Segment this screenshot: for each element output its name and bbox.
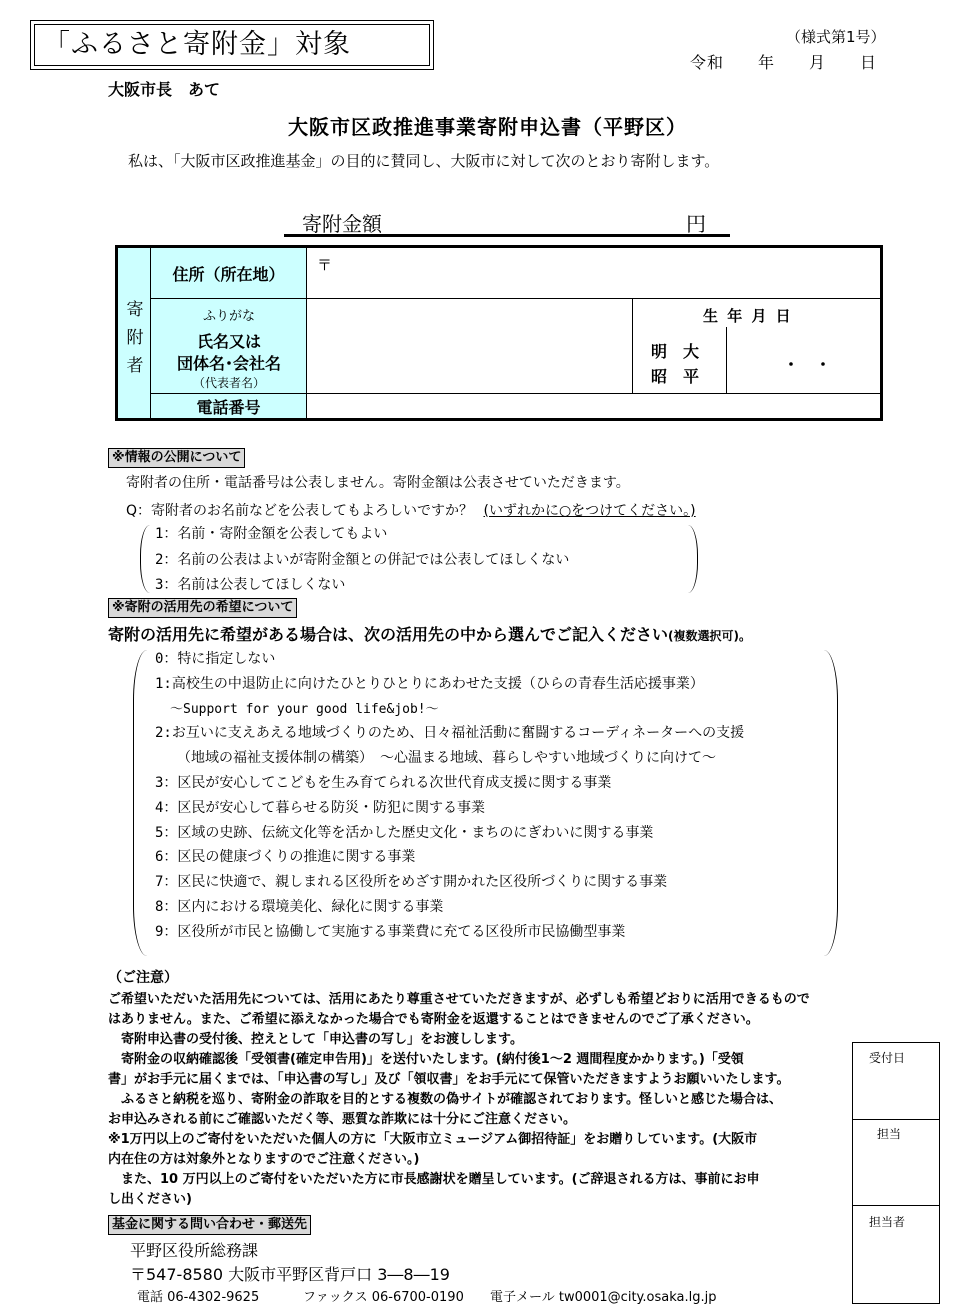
addressee: 大阪市長 あて [108, 80, 221, 99]
birthdate-cell [633, 299, 880, 394]
form-number: （様式第1号） [786, 28, 886, 46]
notice-line: ※1万円以上のご寄付をいただいた個人の方に「大阪市立ミュージアム御招待証」をお贈りしています。(大阪市 [108, 1132, 758, 1147]
usage-item-5[interactable]: 5：区域の史跡、伝統文化等を活かした歴史文化・まちのにぎわいに関する事業 [155, 825, 654, 841]
disclosure-heading: ※情報の公開について [108, 448, 245, 468]
notice-line: お申込みされる前にご確認いただく等、悪質な詐欺には十分にご注意ください。 [108, 1112, 577, 1127]
birthdate-field[interactable]: ・ ・ [783, 355, 832, 374]
usage-item-2[interactable]: 2:お互いに支えあえる地域づくりのため、日々福祉活動に奮闘するコーディネーターへの支援 [155, 725, 745, 741]
notice-line: し出ください) [108, 1192, 192, 1207]
address-field[interactable] [307, 248, 880, 299]
usage-lead [108, 622, 751, 645]
usage-item-1[interactable]: 1:高校生の中退防止に向けたひとりひとりにあわせた支援（ひらの青春生活応援事業） [155, 676, 704, 692]
notice-line: 寄附申込書の受付後、控えとして「申込書の写し」をお渡しします。 [108, 1032, 523, 1047]
name-label-2: 団体名･会社名 [176, 354, 281, 373]
person-in-charge-label: 担当者 [869, 1215, 906, 1229]
birthdate-divider [726, 327, 727, 393]
contact-address: 〒547-8580 大阪市平野区背戸口 3―8―19 [130, 1265, 450, 1284]
usage-item-4[interactable]: 4：区民が安心して暮らせる防災・防犯に関する事業 [155, 800, 486, 816]
notice-line: ふるさと納税を巡り、寄附金の詐取を目的とする複数の偽サイトが確認されております。怪しいと感じた場合は、 [108, 1092, 783, 1107]
intro-text: 私は、「大阪市区政推進基金」の目的に賛同し、大阪市に対して次のとおり寄附します。 [128, 152, 720, 170]
received-date-label: 受付日 [869, 1051, 906, 1065]
usage-item-9[interactable]: 9：区役所が市民と協働して実施する事業費に充てる区役所市民協働型事業 [155, 924, 626, 940]
contact-email[interactable]: 電子メール tw0001@city.osaka.lg.jp [490, 1290, 717, 1305]
notice-line: 寄附金の収納確認後「受領書(確定申告用)」を送付いたします。(納付後1～2 週間程度かかります。)「受領 [108, 1052, 744, 1067]
donor-table [115, 245, 883, 421]
date-line: 令和 年 月 日 [690, 53, 878, 72]
address-label: 住所（所在地） [151, 248, 307, 299]
furusato-label-box [30, 20, 434, 70]
page-title: 大阪市区政推進事業寄附申込書（平野区） [288, 115, 687, 139]
era-2[interactable]: 昭 平 [651, 367, 700, 386]
contact-office: 平野区役所総務課 [130, 1241, 259, 1260]
name-label-3: （代表者名） [192, 376, 265, 390]
notice-line: はありません。また、ご希望に添えなかった場合でも寄附金を返還することはできませんのでご了承ください。 [108, 1012, 759, 1027]
phone-label: 電話番号 [151, 394, 307, 418]
usage-item-6[interactable]: 6：区民の健康づくりの推進に関する事業 [155, 849, 416, 865]
amount-label: 寄附金額 [302, 212, 382, 236]
furusato-label: 「ふるさと寄附金」対象 [34, 24, 430, 66]
usage-item-3[interactable]: 3：区民が安心してこどもを生み育てられる次世代育成支援に関する事業 [155, 775, 612, 791]
birthdate-label: 生 年 月 日 [703, 307, 793, 325]
usage-item-7[interactable]: 7：区民に快適で、親しまれる区役所をめざす開かれた区役所づくりに関する事業 [155, 874, 668, 890]
name-field[interactable] [307, 299, 633, 394]
contact-fax: ファックス 06-6700-0190 [303, 1290, 464, 1305]
postal-mark: 〒 [317, 256, 333, 274]
usage-item-8[interactable]: 8：区内における環境美化、緑化に関する事業 [155, 899, 444, 915]
disclosure-option-2[interactable]: 2：名前の公表はよいが寄附金額との併記では公表してほしくない [155, 552, 570, 568]
disclosure-note: 寄附者の住所・電話番号は公表しません。寄附金額は公表させていただきます。 [126, 475, 630, 491]
notice-line: また、10 万円以上のご寄付をいただいた方に市長感謝状を贈呈しています。(ご辞退される方は、事前にお申 [108, 1172, 760, 1187]
disclosure-option-1[interactable]: 1：名前・寄附金額を公表してもよい [155, 526, 388, 542]
usage-lead-small: (複数選択可)。 [668, 629, 751, 643]
disclosure-question-hint: (いずれかに○をつけてください。) [483, 503, 696, 519]
notice-line: 内在住の方は対象外となりますのでご注意ください。) [108, 1152, 420, 1167]
in-charge-label: 担当 [877, 1127, 902, 1141]
disclosure-question-text: Q：寄附者のお名前などを公表してもよろしいですか？ [126, 503, 474, 519]
notice-line: 書」がお手元に届くまでは、「申込書の写し」及び「領収書」をお手元にて保管いただきますようお願いいたします。 [108, 1072, 790, 1087]
phone-field[interactable] [307, 394, 880, 418]
usage-lead-text: 寄附の活用先に希望がある場合は、次の活用先の中から選んでご記入ください [108, 625, 669, 644]
notice-heading: （ご注意） [108, 970, 178, 986]
donor-side-char: 者 [126, 356, 144, 376]
received-date-cell [853, 1043, 939, 1120]
donor-side-char: 寄 [126, 300, 144, 320]
amount-line [284, 206, 730, 237]
furigana-label: ふりがな [202, 309, 255, 324]
contact-phone: 電話 06-4302-9625 [137, 1290, 260, 1305]
era-1[interactable]: 明 大 [651, 342, 700, 361]
usage-item-2-sub: （地域の福祉支援体制の構築） ～心温まる地域、暮らしやすい地域づくりに向けて～ [177, 750, 716, 766]
usage-item-0[interactable]: 0：特に指定しない [155, 651, 276, 667]
amount-unit: 円 [686, 212, 706, 236]
donor-side-cell [118, 248, 151, 418]
contact-heading: 基金に関する問い合わせ・郵送先 [108, 1215, 311, 1235]
name-label-1: 氏名又は [196, 332, 261, 351]
notice-body [108, 990, 810, 1210]
name-label-cell [151, 299, 307, 394]
receipt-box [852, 1042, 940, 1304]
disclosure-question [126, 500, 696, 520]
donor-side-label [125, 296, 145, 380]
donor-side-char: 附 [126, 328, 144, 348]
in-charge-cell [853, 1119, 939, 1206]
person-in-charge-cell [853, 1205, 939, 1303]
usage-item-1-sub: ～Support for your good life&job!～ [170, 702, 439, 717]
usage-heading: ※寄附の活用先の希望について [108, 598, 297, 618]
notice-line: ご希望いただいた活用先については、活用にあたり尊重させていただきますが、必ずしも希望どおりに活用できるもので [108, 992, 810, 1007]
disclosure-option-3[interactable]: 3：名前は公表してほしくない [155, 577, 346, 593]
